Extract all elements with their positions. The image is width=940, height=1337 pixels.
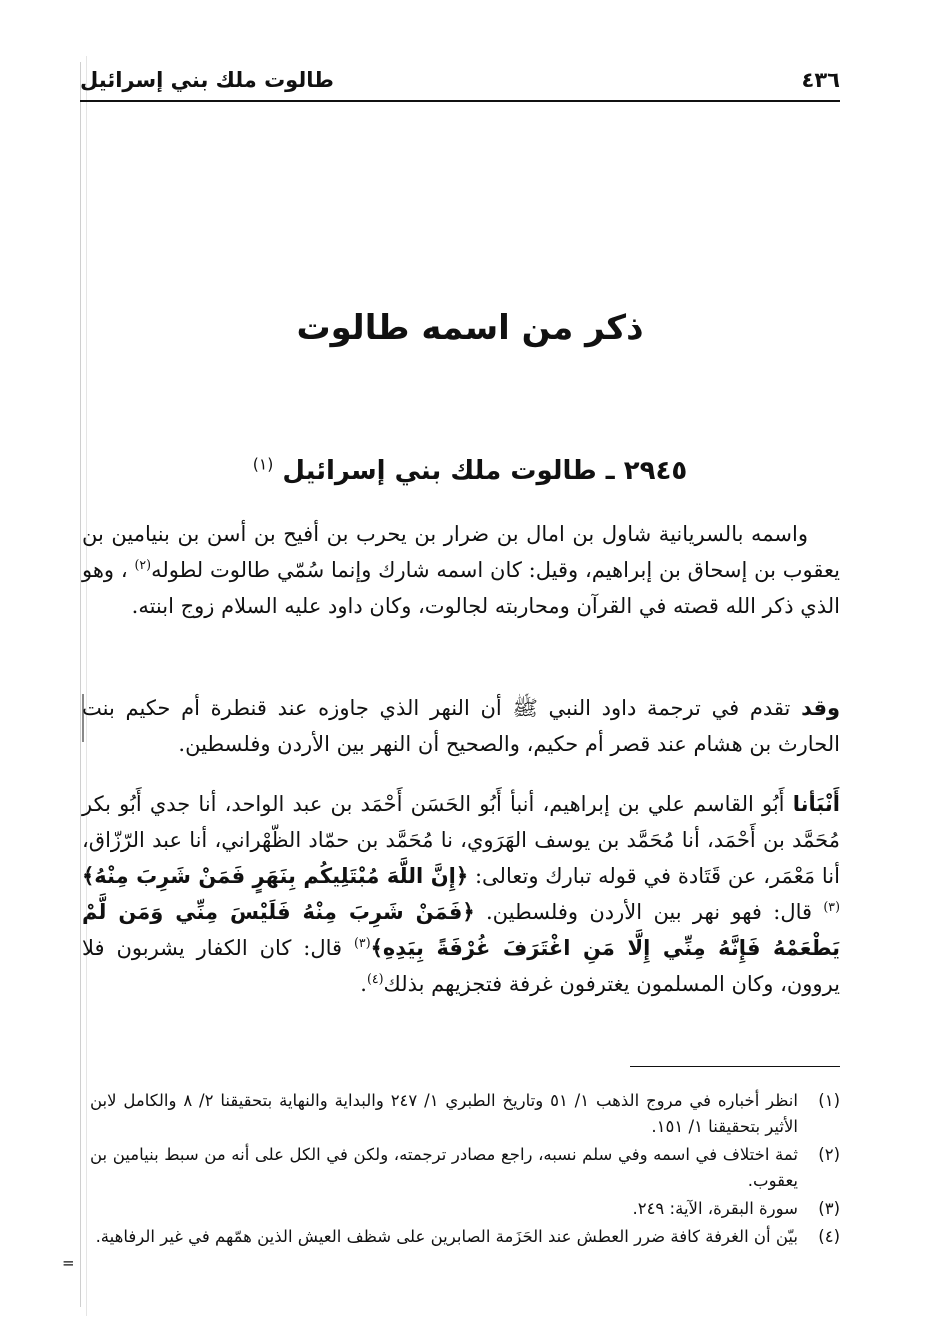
footnote-text: انظر أخباره في مروج الذهب ١/ ٥١ وتاريخ الطبري ١/ ٢٤٧ والبداية والنهاية بتحقيقنا ٢/ ٨ والكامل لابن الأثير بتحقيقنا ١/ ١٥١.	[90, 1091, 798, 1136]
running-title: طالوت ملك بني إسرائيل	[80, 68, 334, 92]
footnote-text: سورة البقرة، الآية: ٢٤٩.	[632, 1199, 798, 1218]
entry-footnote-ref: (١)	[252, 455, 274, 474]
footnote-1	[90, 1088, 840, 1140]
header-rule	[80, 100, 840, 102]
page-number: ٤٣٦	[801, 68, 840, 92]
paragraph-1-text-b: ، وهو الذي ذكر الله قصته في القرآن ومحاربته لجالوت، وكان داود عليه السلام زوج ابنته.	[82, 558, 840, 618]
footnote-ref-4: (٤)	[366, 971, 384, 986]
paragraph-3-lead: أَنْبَأنا	[792, 792, 840, 816]
paragraph-2-text: تقدم في ترجمة داود النبي ﷺ أن النهر الذي جاوزه عند قنطرة أم حكيم بنت الحارث بن هشام عند قصر أم حكيم، والصحيح أن النهر بين الأردن وفلسطين.	[82, 696, 840, 756]
footnote-ref-2: (٢)	[134, 557, 152, 572]
paragraph-2-lead: وقد	[801, 696, 840, 720]
paragraph-name-lineage	[82, 516, 840, 666]
quran-quote-2: ﴿فَمَنْ شَرِبَ مِنْهُ فَلَيْسَ مِنِّي وَمَن لَّمْ يَطْعَمْهُ فَإِنَّهُ مِنِّي إِلَّا مَنِ اغْتَرَفَ غُرْفَةً بِيَدِهِ﴾	[82, 900, 840, 960]
quran-quote-1: ﴿إِنَّ اللَّهَ مُبْتَلِيكُم بِنَهَرٍ فَمَنْ شَرِبَ مِنْهُ﴾	[82, 864, 469, 888]
footnotes	[90, 1088, 840, 1252]
footnote-ref-3a: (٣)	[823, 899, 840, 914]
entry-number-title: ٢٩٤٥ ـ طالوت ملك بني إسرائيل	[282, 456, 688, 486]
footnote-text: ثمة اختلاف في اسمه وفي سلم نسبه، راجع مصادر ترجمته، ولكن في الكل على أنه من سبط بنيامين بن يعقوب.	[90, 1145, 798, 1190]
footnote-separator	[630, 1066, 840, 1067]
paragraph-1-text-a: واسمه بالسريانية شاول بن امال بن ضرار بن يحرب بن أفيح بن أسن بن بنيامين بن يعقوب بن إسحاق بن إبراهيم، وقيل: كان اسمه شارك وإنما سُمّي طالوت لطوله	[82, 522, 840, 582]
footnote-ref-3b: (٣)	[354, 935, 371, 950]
paragraph-river-location	[82, 690, 840, 770]
scan-margin-line	[80, 62, 81, 1307]
entry-title	[170, 456, 770, 486]
paragraph-isnad	[82, 786, 840, 1046]
footnote-number: (١)	[818, 1091, 840, 1110]
footnote-number: (٣)	[818, 1199, 840, 1218]
footnote-text: بيّن أن الغرفة كافة ضرر العطش عند الحَزَمة الصابرين على شظف العيش الذين همّهم في غير الرفاهية.	[95, 1227, 798, 1246]
footnote-3	[90, 1196, 840, 1222]
chapter-title: ذكر من اسمه طالوت	[296, 308, 644, 348]
paragraph-3-text-d: .	[360, 972, 367, 996]
footnote-number: (٢)	[818, 1145, 840, 1164]
footnote-4	[90, 1224, 840, 1250]
scan-margin-line-faint	[86, 56, 87, 1316]
page-header	[80, 60, 840, 100]
paragraph-3-text-a: أَبُو القاسم علي بن إبراهيم، أنبأ أَبُو الحَسَن أَحْمَد بن عبد الواحد، أنا جدي أَبُو بكر مُحَمَّد بن أَحْمَد، أنا مُحَمَّد بن يوسف الهَرَوي، نا مُحَمَّد بن حمّاد الظّهْراني، أنا عبد الرّزّاق، أنا مَعْمَر، عن قَتَادة في قوله تبارك وتعالى:	[82, 792, 840, 888]
paragraph-3-text-b: قال: فهو نهر بين الأردن وفلسطين.	[485, 900, 813, 924]
footnote-continuation-mark: =	[62, 1254, 75, 1272]
footnote-number: (٤)	[818, 1227, 840, 1246]
footnote-2	[90, 1142, 840, 1194]
paragraph-3-text-c: قال: كان الكفار يشربون فلا يروون، وكان المسلمون يغترفون غرفة فتجزيهم بذلك	[82, 936, 840, 996]
